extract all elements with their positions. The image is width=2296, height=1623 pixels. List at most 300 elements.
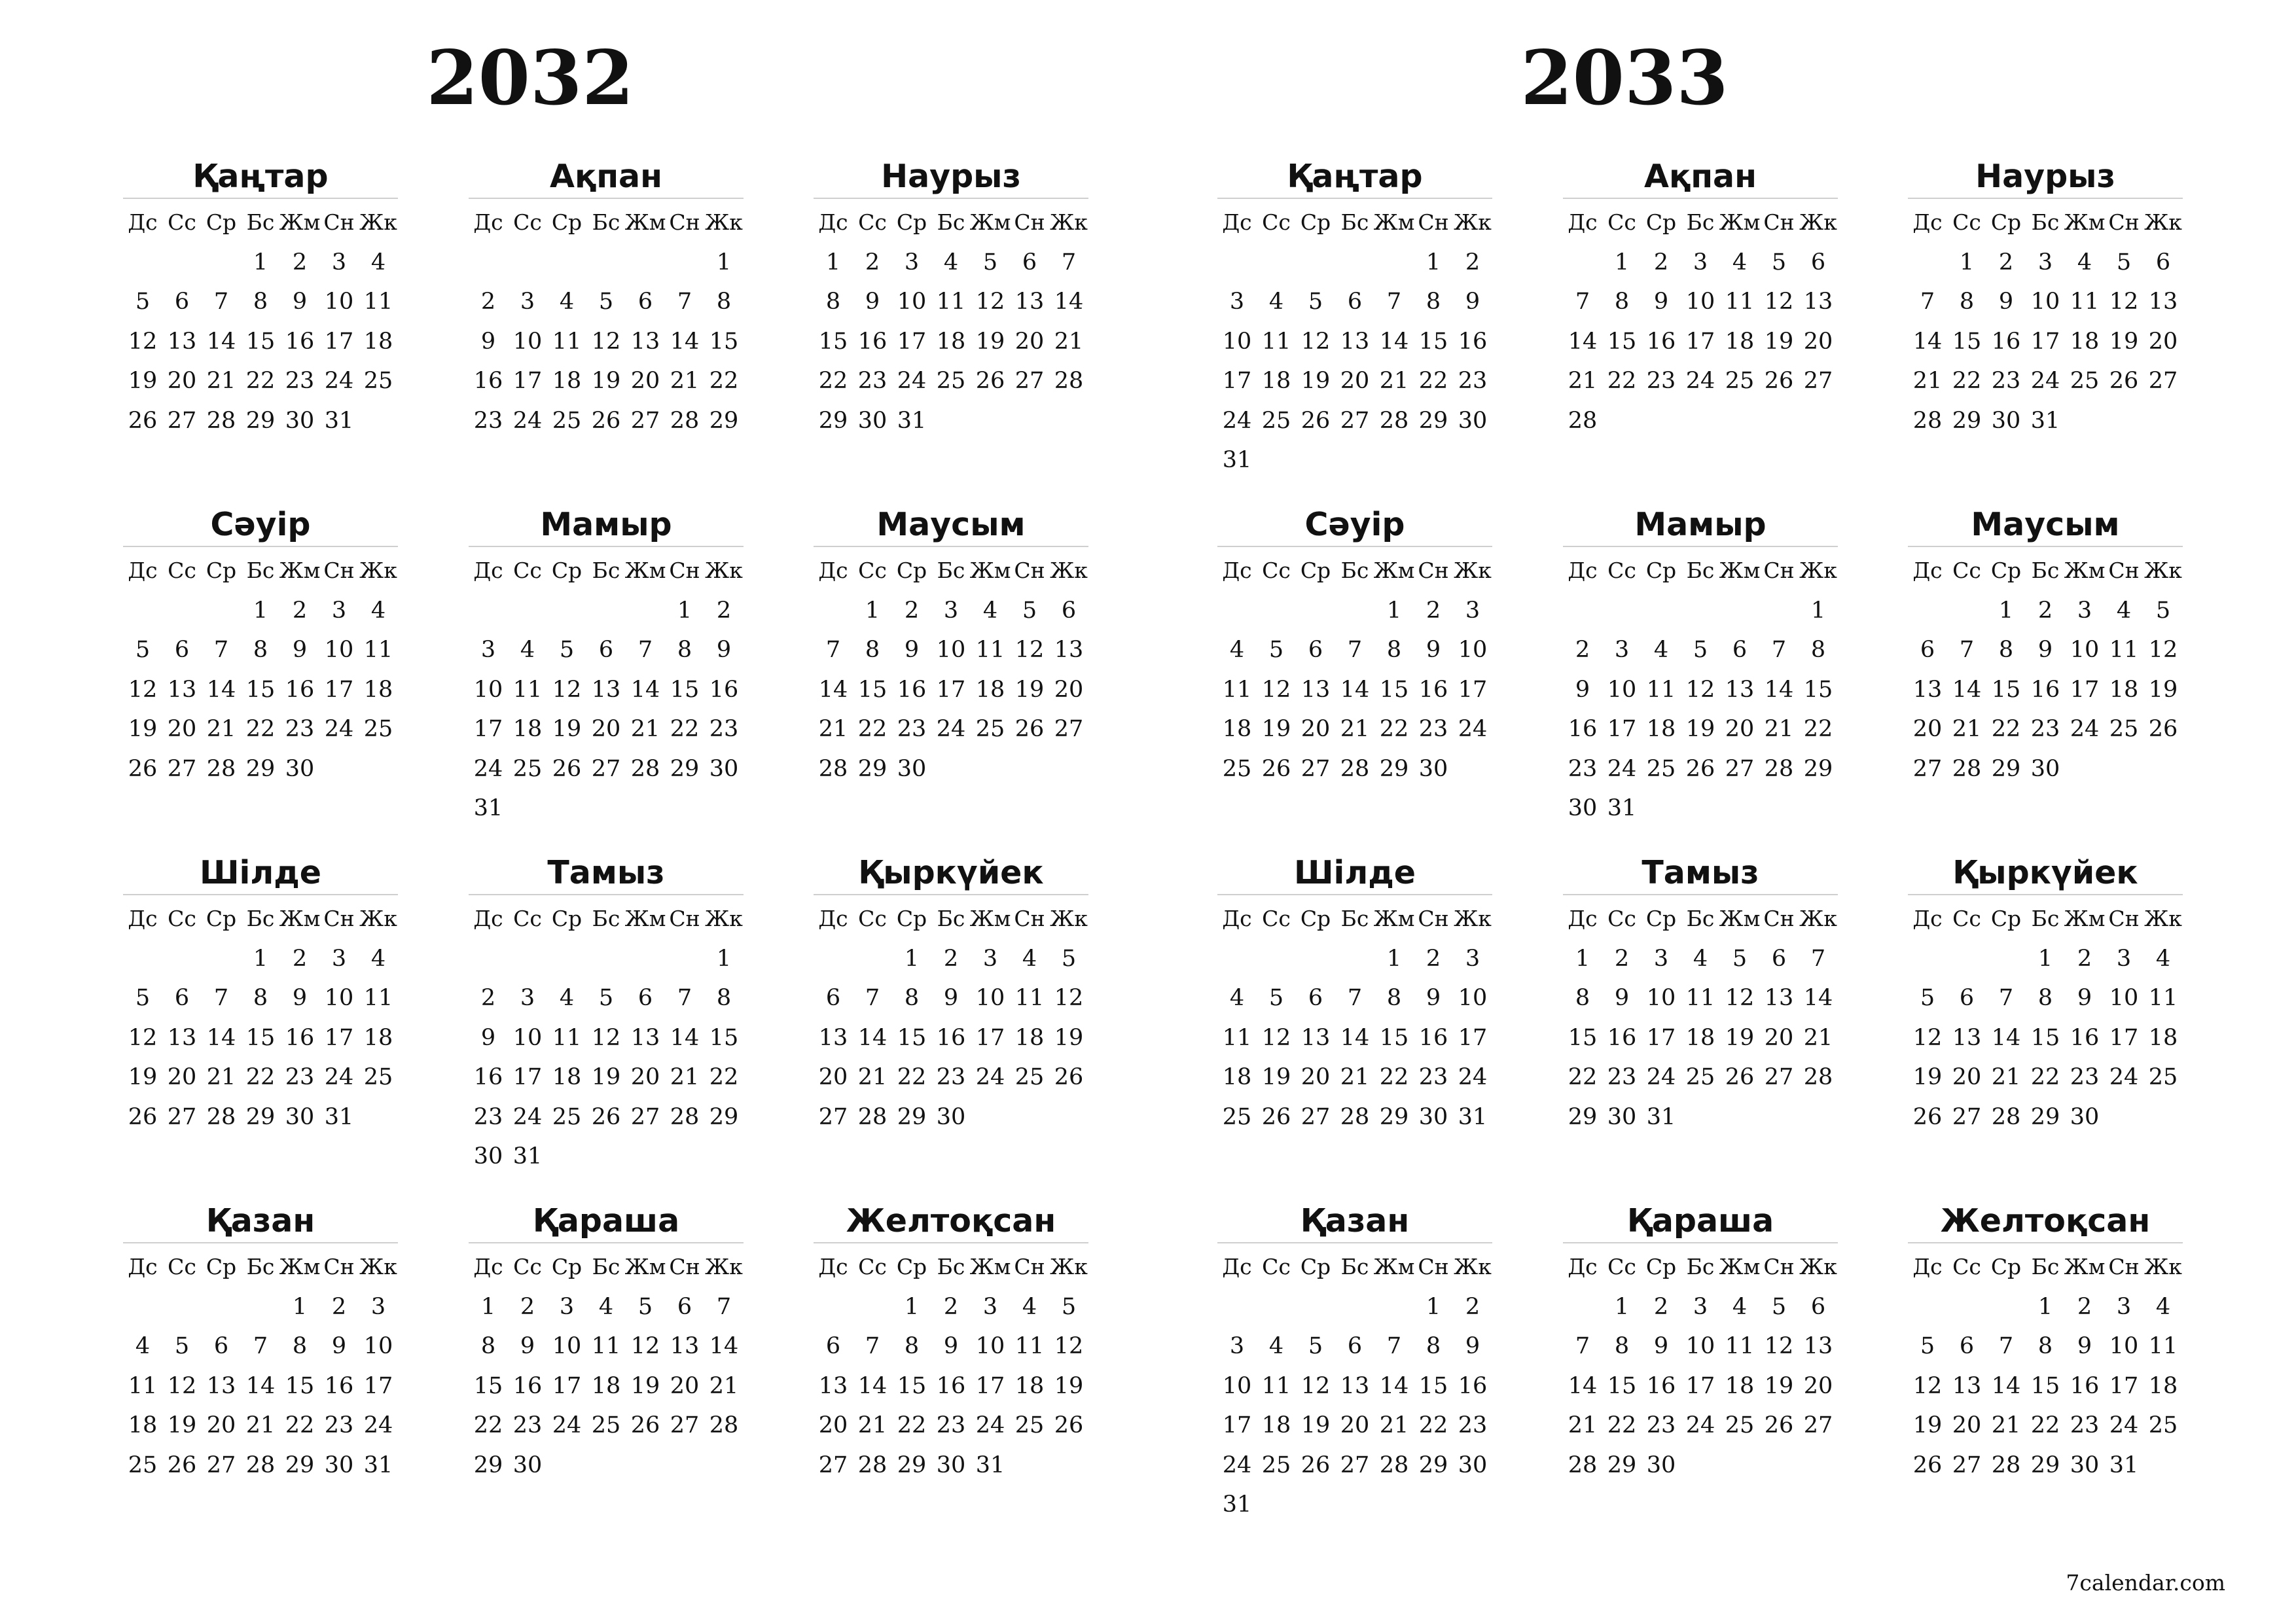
day-cell: 1 <box>1959 249 1975 276</box>
day-cell: 22 <box>1803 716 1833 743</box>
day-cell: 15 <box>1418 1372 1448 1399</box>
day-cell: 18 <box>128 1412 158 1439</box>
day-cell: 9 <box>480 328 496 355</box>
day-cell: 26 <box>1261 1103 1291 1130</box>
day-cell: 8 <box>825 289 841 315</box>
day-cell: 2 <box>865 249 880 276</box>
day-cell: 27 <box>630 1103 660 1130</box>
day-cell: 23 <box>1646 368 1676 395</box>
day-grid <box>814 899 1088 1137</box>
day-grid <box>1217 203 1492 480</box>
day-cell: 9 <box>2037 637 2053 664</box>
empty-day-cell <box>547 939 586 979</box>
day-cell: 31 <box>324 407 354 434</box>
day-cell: 5 <box>598 289 614 315</box>
day-cell: 2 <box>1465 249 1480 276</box>
day-cell: 6 <box>598 637 614 664</box>
day-cell: 31 <box>324 1103 354 1130</box>
day-cell: 17 <box>473 716 503 743</box>
day-cell: 30 <box>285 1103 315 1130</box>
day-cell: 27 <box>167 407 197 434</box>
day-cell: 15 <box>1379 676 1409 703</box>
day-cell: 26 <box>1300 1452 1331 1478</box>
day-cell: 8 <box>1426 1333 1441 1360</box>
empty-day-cell <box>1986 939 2026 979</box>
day-cell: 28 <box>1054 368 1084 395</box>
empty-day-cell <box>1947 1287 1986 1327</box>
day-cell: 22 <box>709 368 739 395</box>
day-cell: 2 <box>716 597 732 624</box>
day-cell: 9 <box>1426 637 1441 664</box>
day-cell: 16 <box>1458 328 1488 355</box>
day-cell: 31 <box>1458 1103 1488 1130</box>
day-cell: 5 <box>1693 637 1708 664</box>
day-cell: 15 <box>1607 328 1637 355</box>
empty-day-cell <box>1563 243 1602 283</box>
day-cell: 19 <box>1300 368 1331 395</box>
day-grid <box>1908 551 2183 789</box>
weekday-header: Жм <box>624 1253 666 1279</box>
day-grid <box>1217 551 1492 789</box>
day-cell: 24 <box>324 368 354 395</box>
day-cell: 24 <box>1458 1064 1488 1091</box>
day-cell: 15 <box>473 1372 503 1399</box>
weekday-header: Сн <box>669 209 700 235</box>
empty-day-cell <box>202 1287 241 1327</box>
day-cell: 2 <box>1653 249 1669 276</box>
day-cell: 7 <box>637 637 653 664</box>
day-cell: 31 <box>2030 407 2060 434</box>
day-cell: 26 <box>591 1103 621 1130</box>
day-cell: 2 <box>480 985 496 1012</box>
day-cell: 17 <box>1685 328 1715 355</box>
day-cell: 25 <box>1725 1412 1755 1439</box>
day-cell: 1 <box>904 945 920 972</box>
weekday-header: Сн <box>2108 1253 2140 1279</box>
day-cell: 16 <box>1991 328 2021 355</box>
weekday-header: Жк <box>705 209 743 235</box>
day-cell: 5 <box>1732 945 1748 972</box>
day-cell: 23 <box>2070 1412 2100 1439</box>
month-name: Мамыр <box>469 504 744 547</box>
empty-day-cell <box>1296 591 1335 631</box>
month-calendar <box>1563 504 1838 829</box>
empty-day-cell <box>469 591 508 631</box>
day-cell: 9 <box>1653 289 1669 315</box>
day-cell: 1 <box>253 945 268 972</box>
day-cell: 25 <box>2109 716 2139 743</box>
day-cell: 18 <box>1685 1024 1715 1051</box>
weekday-header: Ср <box>1645 557 1677 583</box>
day-cell: 9 <box>904 637 920 664</box>
day-cell: 20 <box>670 1372 700 1399</box>
day-cell: 21 <box>1991 1412 2021 1439</box>
day-cell: 16 <box>512 1372 543 1399</box>
weekday-header: Сн <box>1763 209 1795 235</box>
day-cell: 13 <box>1300 1024 1331 1051</box>
day-cell: 25 <box>1014 1412 1045 1439</box>
day-cell: 14 <box>1952 676 1982 703</box>
day-cell: 10 <box>552 1333 582 1360</box>
day-cell: 20 <box>1054 676 1084 703</box>
day-cell: 9 <box>520 1333 535 1360</box>
day-cell: 5 <box>1268 985 1284 1012</box>
day-cell: 27 <box>670 1412 700 1439</box>
day-cell: 8 <box>1575 985 1590 1012</box>
day-cell: 7 <box>213 637 229 664</box>
day-cell: 19 <box>1685 716 1715 743</box>
day-cell: 19 <box>128 368 158 395</box>
day-cell: 14 <box>1991 1024 2021 1051</box>
day-cell: 24 <box>1222 1452 1252 1478</box>
day-cell: 23 <box>285 1064 315 1091</box>
weekday-header: Сн <box>2108 557 2140 583</box>
day-cell: 25 <box>363 716 393 743</box>
month-calendar <box>123 1200 398 1485</box>
day-cell: 22 <box>1379 1064 1409 1091</box>
month-calendar <box>123 504 398 789</box>
weekday-header: Сн <box>323 209 355 235</box>
weekday-header: Ср <box>551 1253 583 1279</box>
weekday-header: Дс <box>1568 905 1598 931</box>
day-cell: 8 <box>1614 1333 1630 1360</box>
weekday-header: Бс <box>1340 1253 1369 1279</box>
day-cell: 16 <box>857 328 888 355</box>
weekday-header: Жм <box>279 1253 321 1279</box>
day-cell: 17 <box>1222 1412 1252 1439</box>
day-cell: 9 <box>943 985 959 1012</box>
day-cell: 4 <box>370 249 386 276</box>
day-cell: 9 <box>2077 1333 2092 1360</box>
day-cell: 13 <box>1014 289 1045 315</box>
day-cell: 8 <box>253 289 268 315</box>
day-cell: 27 <box>1054 716 1084 743</box>
day-cell: 17 <box>1222 368 1252 395</box>
day-cell: 25 <box>2070 368 2100 395</box>
day-cell: 17 <box>552 1372 582 1399</box>
month-calendar <box>1908 1200 2183 1485</box>
day-cell: 12 <box>167 1372 197 1399</box>
day-cell: 12 <box>1764 289 1794 315</box>
day-cell: 26 <box>167 1452 197 1478</box>
weekday-header: Дс <box>128 209 158 235</box>
day-cell: 29 <box>285 1452 315 1478</box>
day-cell: 18 <box>1725 1372 1755 1399</box>
day-cell: 5 <box>982 249 998 276</box>
day-grid <box>814 1247 1088 1485</box>
weekday-header: Сн <box>2108 209 2140 235</box>
day-cell: 12 <box>630 1333 660 1360</box>
day-cell: 19 <box>1054 1024 1084 1051</box>
day-cell: 3 <box>982 945 998 972</box>
month-name: Ақпан <box>1563 156 1838 199</box>
day-cell: 17 <box>897 328 927 355</box>
empty-day-cell <box>1374 243 1414 283</box>
day-cell: 19 <box>1912 1064 1943 1091</box>
day-cell: 31 <box>1222 1491 1252 1518</box>
weekday-header: Дс <box>818 1253 848 1279</box>
day-cell: 16 <box>936 1372 966 1399</box>
day-cell: 18 <box>936 328 966 355</box>
day-cell: 26 <box>128 1103 158 1130</box>
empty-day-cell <box>1217 1287 1257 1327</box>
day-cell: 14 <box>857 1024 888 1051</box>
day-cell: 25 <box>1014 1064 1045 1091</box>
day-cell: 27 <box>818 1103 848 1130</box>
day-cell: 21 <box>630 716 660 743</box>
weekday-header: Сн <box>1418 1253 1449 1279</box>
day-cell: 7 <box>1575 1333 1590 1360</box>
day-cell: 30 <box>1418 755 1448 782</box>
day-cell: 28 <box>1568 407 1598 434</box>
weekday-header: Сн <box>323 1253 355 1279</box>
day-cell: 11 <box>128 1372 158 1399</box>
weekday-header: Ср <box>896 905 927 931</box>
day-cell: 4 <box>370 945 386 972</box>
day-cell: 25 <box>1222 755 1252 782</box>
empty-day-cell <box>1602 591 1641 631</box>
day-cell: 4 <box>1268 1333 1284 1360</box>
day-cell: 25 <box>975 716 1005 743</box>
day-cell: 15 <box>897 1024 927 1051</box>
day-cell: 4 <box>1229 637 1245 664</box>
day-cell: 26 <box>975 368 1005 395</box>
day-cell: 16 <box>2030 676 2060 703</box>
day-cell: 6 <box>1347 289 1363 315</box>
day-cell: 24 <box>324 716 354 743</box>
weekday-header: Жк <box>359 1253 397 1279</box>
weekday-header: Жм <box>624 209 666 235</box>
day-cell: 4 <box>1229 985 1245 1012</box>
day-cell: 6 <box>1810 1293 1826 1320</box>
day-cell: 16 <box>1646 1372 1676 1399</box>
weekday-header: Ср <box>1300 557 1331 583</box>
day-cell: 18 <box>363 328 393 355</box>
day-cell: 6 <box>174 289 190 315</box>
day-cell: 12 <box>1685 676 1715 703</box>
day-cell: 21 <box>1340 1064 1370 1091</box>
month-name: Наурыз <box>814 156 1088 199</box>
weekday-header: Дс <box>1222 209 1252 235</box>
weekday-header: Сс <box>1952 209 1981 235</box>
day-cell: 21 <box>1568 1412 1598 1439</box>
weekday-header: Жм <box>1719 209 1761 235</box>
weekday-header: Жм <box>279 557 321 583</box>
day-cell: 16 <box>897 676 927 703</box>
day-cell: 21 <box>1991 1064 2021 1091</box>
day-grid <box>814 203 1088 440</box>
day-cell: 4 <box>1732 1293 1748 1320</box>
day-cell: 16 <box>1458 1372 1488 1399</box>
day-cell: 11 <box>1014 1333 1045 1360</box>
day-cell: 10 <box>2109 1333 2139 1360</box>
day-cell: 12 <box>1261 676 1291 703</box>
day-cell: 15 <box>1568 1024 1598 1051</box>
day-cell: 1 <box>1386 945 1402 972</box>
day-cell: 2 <box>1426 597 1441 624</box>
day-cell: 6 <box>1771 945 1787 972</box>
day-cell: 21 <box>1912 368 1943 395</box>
day-cell: 21 <box>1340 716 1370 743</box>
day-cell: 7 <box>1810 945 1826 972</box>
day-cell: 15 <box>857 676 888 703</box>
day-cell: 19 <box>1300 1412 1331 1439</box>
year-title: 2033 <box>1520 34 1729 122</box>
day-cell: 22 <box>473 1412 503 1439</box>
month-name: Қаңтар <box>1217 156 1492 199</box>
empty-day-cell <box>1374 1287 1414 1327</box>
weekday-header: Жк <box>1799 1253 1837 1279</box>
day-cell: 26 <box>1912 1452 1943 1478</box>
day-cell: 19 <box>167 1412 197 1439</box>
day-cell: 15 <box>1952 328 1982 355</box>
day-cell: 9 <box>1575 676 1590 703</box>
day-cell: 29 <box>1379 755 1409 782</box>
day-cell: 4 <box>598 1293 614 1320</box>
day-cell: 30 <box>2030 755 2060 782</box>
empty-day-cell <box>202 591 241 631</box>
day-cell: 20 <box>167 716 197 743</box>
day-cell: 10 <box>2070 637 2100 664</box>
day-cell: 13 <box>206 1372 236 1399</box>
weekday-header: Дс <box>1912 1253 1943 1279</box>
day-cell: 29 <box>709 1103 739 1130</box>
weekday-header: Сс <box>1262 905 1291 931</box>
day-cell: 9 <box>716 637 732 664</box>
day-cell: 12 <box>128 676 158 703</box>
day-cell: 20 <box>630 1064 660 1091</box>
weekday-header: Дс <box>473 557 503 583</box>
day-cell: 5 <box>1061 1293 1077 1320</box>
day-cell: 14 <box>818 676 848 703</box>
weekday-header: Сн <box>323 557 355 583</box>
month-calendar <box>1908 852 2183 1137</box>
weekday-header: Бс <box>937 1253 965 1279</box>
empty-day-cell <box>1335 591 1374 631</box>
day-cell: 14 <box>1379 1372 1409 1399</box>
day-cell: 27 <box>1014 368 1045 395</box>
day-cell: 1 <box>865 597 880 624</box>
day-cell: 27 <box>1725 755 1755 782</box>
day-cell: 15 <box>245 676 276 703</box>
day-cell: 25 <box>936 368 966 395</box>
day-cell: 24 <box>1646 1064 1676 1091</box>
day-cell: 25 <box>552 407 582 434</box>
day-cell: 26 <box>1054 1064 1084 1091</box>
day-cell: 1 <box>292 1293 308 1320</box>
day-cell: 7 <box>1998 985 2014 1012</box>
empty-day-cell <box>1335 1287 1374 1327</box>
empty-day-cell <box>1908 1287 1947 1327</box>
month-calendar <box>1563 156 1838 440</box>
day-cell: 22 <box>1568 1064 1598 1091</box>
day-cell: 3 <box>370 1293 386 1320</box>
day-cell: 3 <box>520 289 535 315</box>
weekday-header: Дс <box>1568 1253 1598 1279</box>
footer-credit: 7calendar.com <box>2066 1570 2225 1596</box>
day-cell: 24 <box>1685 1412 1715 1439</box>
day-cell: 10 <box>324 985 354 1012</box>
day-cell: 19 <box>1261 716 1291 743</box>
day-cell: 5 <box>1771 1293 1787 1320</box>
day-cell: 14 <box>709 1333 739 1360</box>
day-cell: 15 <box>245 1024 276 1051</box>
day-cell: 17 <box>2109 1024 2139 1051</box>
weekday-header: Жм <box>1373 209 1415 235</box>
day-cell: 24 <box>1607 755 1637 782</box>
day-cell: 13 <box>167 1024 197 1051</box>
month-name: Мамыр <box>1563 504 1838 547</box>
day-cell: 1 <box>2037 945 2053 972</box>
empty-day-cell <box>853 939 892 979</box>
day-cell: 11 <box>1261 1372 1291 1399</box>
day-cell: 11 <box>2148 985 2178 1012</box>
day-cell: 27 <box>1300 755 1331 782</box>
day-cell: 23 <box>1458 1412 1488 1439</box>
day-cell: 6 <box>174 637 190 664</box>
day-cell: 30 <box>936 1452 966 1478</box>
empty-day-cell <box>586 591 626 631</box>
day-cell: 28 <box>670 407 700 434</box>
day-cell: 5 <box>135 985 151 1012</box>
day-cell: 20 <box>630 368 660 395</box>
empty-day-cell <box>508 939 547 979</box>
day-cell: 30 <box>857 407 888 434</box>
month-calendar <box>1217 156 1492 480</box>
month-name: Ақпан <box>469 156 744 199</box>
empty-day-cell <box>1217 591 1257 631</box>
day-cell: 10 <box>897 289 927 315</box>
weekday-header: Жк <box>705 1253 743 1279</box>
weekday-header: Ср <box>896 557 927 583</box>
empty-day-cell <box>1296 243 1335 283</box>
day-cell: 23 <box>936 1064 966 1091</box>
day-cell: 8 <box>716 985 732 1012</box>
day-cell: 1 <box>1614 1293 1630 1320</box>
weekday-header: Жм <box>1373 1253 1415 1279</box>
day-cell: 8 <box>480 1333 496 1360</box>
day-cell: 28 <box>1379 407 1409 434</box>
weekday-header: Жк <box>705 557 743 583</box>
day-cell: 3 <box>2037 249 2053 276</box>
empty-day-cell <box>1908 939 1947 979</box>
day-cell: 9 <box>943 1333 959 1360</box>
day-cell: 25 <box>2148 1412 2178 1439</box>
day-cell: 2 <box>292 597 308 624</box>
day-cell: 30 <box>1458 1452 1488 1478</box>
weekday-header: Бс <box>1686 905 1715 931</box>
day-cell: 6 <box>1061 597 1077 624</box>
month-name: Шілде <box>123 852 398 895</box>
day-cell: 7 <box>677 289 692 315</box>
day-cell: 30 <box>1607 1103 1637 1130</box>
day-cell: 12 <box>975 289 1005 315</box>
day-cell: 25 <box>1646 755 1676 782</box>
weekday-header: Бс <box>937 557 965 583</box>
day-cell: 20 <box>1912 716 1943 743</box>
weekday-header: Бс <box>1340 209 1369 235</box>
day-cell: 2 <box>292 945 308 972</box>
day-cell: 20 <box>2148 328 2178 355</box>
day-cell: 2 <box>904 597 920 624</box>
day-cell: 28 <box>630 755 660 782</box>
day-cell: 16 <box>1418 676 1448 703</box>
day-cell: 10 <box>2109 985 2139 1012</box>
day-cell: 22 <box>709 1064 739 1091</box>
day-cell: 5 <box>1022 597 1037 624</box>
empty-day-cell <box>626 939 665 979</box>
weekday-header: Сн <box>669 557 700 583</box>
